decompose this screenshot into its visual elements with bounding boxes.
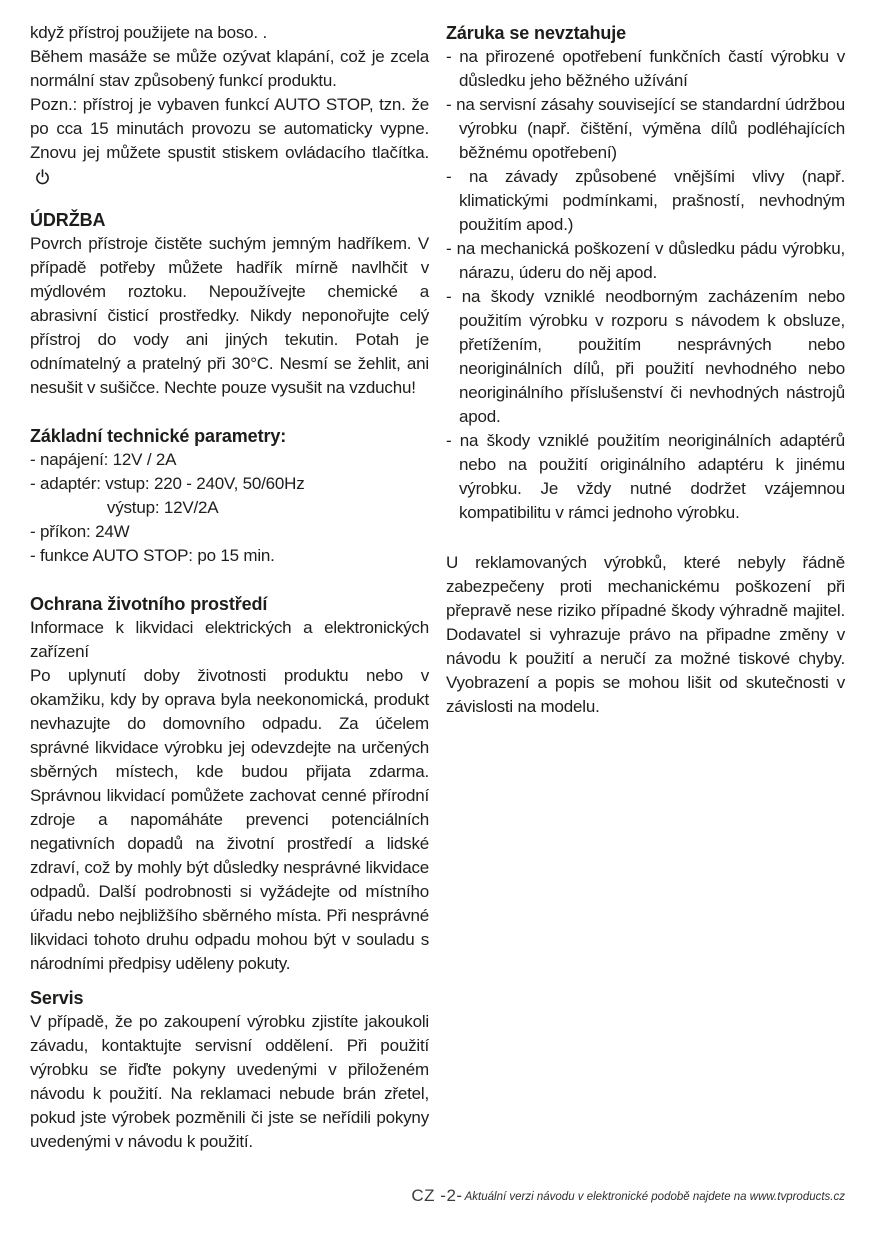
tech-param-line: výstup: 12V/2A (30, 498, 219, 517)
footer-note: Aktuální verzi návodu v elektronické podobě najdete na www.tvproducts.cz (464, 1191, 845, 1203)
auto-stop-note-text: Pozn.: přístroj je vybaven funkcí AUTO STOP, tzn. že po cca 15 minutách provozu se automaticky vypne. Znovu jej můžete spustit stiskem ovládacího tlačítka. (30, 95, 429, 162)
tech-param-line: - napájení: 12V / 2A (30, 450, 177, 469)
page-footer (0, 1186, 874, 1216)
page-number-label: CZ -2- (411, 1186, 463, 1205)
tech-param-line: - funkce AUTO STOP: po 15 min. (30, 546, 275, 565)
claims-paragraph: U reklamovaných výrobků, které nebyly řádně zabezpečeny proti mechanickému poškození při přepravě nese riziko případné škody výhradně majitel. Dodavatel si vyhrazuje právo na připadne změny v návodu k použití a neručí za možné tiskové chyby. Vyobrazení a popis se mohou lišit od skutečnosti v závislosti na modelu. (446, 553, 845, 716)
service-heading: Servis (30, 988, 84, 1008)
tech-params-list (30, 448, 429, 568)
warranty-heading: Záruka se nevztahuje (446, 23, 627, 43)
warranty-item: - na přirozené opotřebení funkčních častí výrobku v důsledku jeho běžného užívání (446, 47, 845, 90)
power-icon (34, 168, 51, 185)
left-column (30, 21, 429, 1154)
environment-subheading: Informace k likvidaci elektrických a elektronických zařízení (30, 618, 429, 661)
tech-param-line: - příkon: 24W (30, 522, 130, 541)
maintenance-heading: ÚDRŽBA (30, 210, 106, 230)
tech-params-heading: Základní technické parametry: (30, 426, 287, 446)
warranty-item: - na servisní zásahy související se standardní údržbou výrobku (např. čištění, výměna dílů podléhajících běžnému opotřebení) (446, 95, 845, 162)
warranty-item: - na škody vzniklé neodborným zacházením nebo použitím výrobku v rozporu s návodem k obsluze, přetížením, použitím nesprávných nebo neoriginálních dílů, při použití nevhodného nebo neoriginálního příslušenství či nevhodných nástrojů apod. (446, 287, 845, 426)
warranty-item: - na mechanická poškození v důsledku pádu výrobku, nárazu, úderu do něj apod. (446, 239, 845, 282)
environment-heading: Ochrana životního prostředí (30, 594, 268, 614)
environment-body: Po uplynutí doby životnosti produktu nebo v okamžiku, kdy by oprava byla neekonomická, produkt nevhazujte do domovního odpadu. Za účelem správné likvidace výrobku jej odevzdejte na určených sběrných místech, kde budou přijata zdarma. Správnou likvidací pomůžete zachovat cenné přírodní zdroje a napomáháte prevenci potenciálních negativních dopadů na životní prostředí a lidské zdraví, což by mohly být důsledky nesprávné likvidace odpadů. Další podrobnosti si vyžádejte od místního úřadu nebo nejbližšího sběrného místa. Při nesprávné likvidaci tohoto druhu odpadu mohou být v souladu s národními předpisy uděleny pokuty. (30, 666, 429, 973)
service-body: V případě, že po zakoupení výrobku zjistíte jakoukoli závadu, kontaktujte servisní oddělení. Při použití výrobku se řiďte pokyny uvedenými v přiloženém návodu k použití. Na reklamaci nebude brán zřetel, pokud jste výrobek pozměnili či jste se neřídili pokyny uvedenými v návodu k použití. (30, 1012, 429, 1151)
intro-paragraph: Během masáže se může ozývat klapání, což je zcela normální stav způsobený funkcí produktu. (30, 47, 429, 90)
intro-continuation-line: když přístroj použijete na boso. . (30, 23, 267, 42)
warranty-exclusions-list (446, 45, 845, 525)
warranty-item: - na závady způsobené vnějšími vlivy (např. klimatickými podmínkami, prašností, nevhodným použitím apod.) (446, 167, 845, 234)
right-column (446, 21, 845, 1154)
auto-stop-note (30, 93, 429, 189)
warranty-item: - na škody vzniklé použitím neoriginálních adaptérů nebo na použití originálního adaptéru k jinému výrobku. Je vždy nutné dodržet vzájemnou kompatibilitu v rámci jednoho výrobku. (446, 431, 845, 522)
tech-param-line: - adaptér: vstup: 220 - 240V, 50/60Hz (30, 474, 305, 493)
maintenance-body: Povrch přístroje čistěte suchým jemným hadříkem. V případě potřeby můžete hadřík mírně navlhčit v mýdlovém roztoku. Nepoužívejte chemické a abrasivní čisticí prostředky. Nikdy neponořujte celý přístroj do vody ani jiných tekutin. Potah je odnímatelný a pratelný při 30°C. Nesmí se žehlit, ani nesušit v sušičce. Nechte pouze vysušit na vzduchu! (30, 234, 429, 397)
